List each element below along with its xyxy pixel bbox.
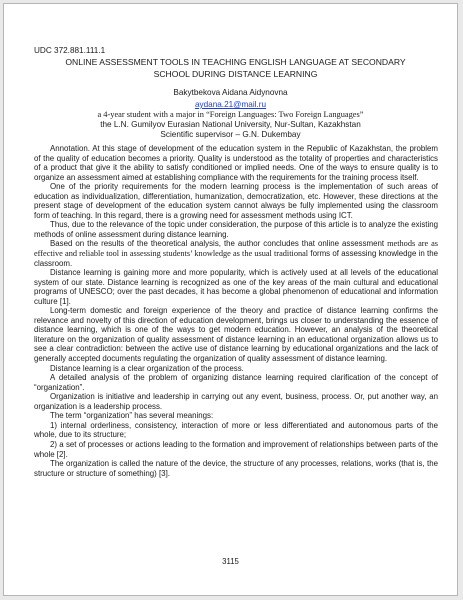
paragraph: Distance learning is gaining more and more popularity, which is actively used at all levels of the educational system of our state. Distance learning is recognized as one of the key areas of the main cultural and educational programs of UNESCO; over the past decades, it has become a global phenomenon of educational and information culture [1]. [34, 268, 438, 306]
list-item: 2) a set of processes or actions leading to the formation and improvement of relationships between parts of the whole [2]. [34, 439, 438, 459]
paragraph-annotation: Annotation. At this stage of development of the education system in the Republic of Kazakhstan, the problem of the quality of education becomes a priority. Quality is understood as the totality of properties and characteristics of a product that give it the ability to satisfy conditioned or implied needs. One of the ways to ensure quality is to organize an assessment aimed at establishing compliance with the requirements for the training process itself. [34, 144, 438, 182]
list-item: 1) internal orderliness, consistency, interaction of more or less differentiated and autonomous parts of the whole, due to its structure; [34, 420, 438, 440]
paragraph: Distance learning is a clear organization of the process. [50, 363, 244, 373]
page-number: 3115 [222, 557, 239, 566]
paragraph: A detailed analysis of the problem of organizing distance learning required clarification of the concept of “organization”. [34, 373, 438, 392]
paragraph: Long-term domestic and foreign experience of the theory and practice of distance learning confirms the relevance and novelty of this direction of education development, brings us closer to understanding the essence of distance learning, which is one of the ways to get modern education. However, an analysis of the theoretical literature on the organization of quality assessment of distance learning in an educational organization allows us to see a clear contradiction: between the active use of distance learning by educational organizations and the lack of generally accepted documents regulating the organization of quality assessment of distance learning. [34, 306, 438, 364]
author-email-link[interactable]: aydana.21@mail.ru [194, 100, 267, 109]
article-body [34, 144, 438, 478]
paragraph: The term “organization” has several meanings: [50, 411, 214, 421]
udc-code: UDC 372.881.111.1 [34, 46, 106, 55]
document-page [3, 3, 458, 596]
title-line-1: ONLINE ASSESSMENT TOOLS IN TEACHING ENGLISH LANGUAGE AT SECONDARY [65, 57, 406, 67]
paragraph-text: methods are as effective and reliable tool in assessing students’ knowledge as the usual traditional [34, 239, 438, 259]
author-name: Bakytbekova Aidana Aidynovna [173, 88, 288, 97]
paragraph: One of the priority requirements for the modern learning process is the implementation of such areas of education as individualization, differentiation, humanization, democratization, etc. However, these directions at the present stage of development of the education system cannot always be fully implemented using the classroom form of teaching. In this regard, there is a growing need for assessment methods using ICT. [34, 182, 438, 220]
affiliation-line-1: a 4-year student with a major in “Foreign Languages: Two Foreign Languages” [97, 110, 364, 119]
author-affiliation [4, 110, 457, 140]
paragraph [34, 239, 438, 268]
affiliation-line-3: Scientific supervisor – G.N. Dukembay [160, 130, 301, 139]
title-line-2: SCHOOL DURING DISTANCE LEARNING [153, 69, 318, 79]
paragraph: The organization is called the nature of the device, the structure of any processes, relations, works (that is, the structure or structure of something) [3]. [34, 459, 438, 478]
affiliation-line-2: the L.N. Gumilyov Eurasian National University, Nur-Sultan, Kazakhstan [100, 120, 361, 129]
paragraph: Thus, due to the relevance of the topic under consideration, the purpose of this article is to analyze the existing methods of online assessment during distance learning. [34, 220, 438, 239]
paper-title [30, 56, 441, 80]
paragraph-text: Based on the results of the theoretical analysis, the author concludes that online assessment [50, 239, 388, 249]
paragraph: Organization is initiative and leadership in carrying out any event, business, process. Or, put another way, an organization is a leadership process. [34, 392, 438, 411]
paragraph-text: forms of assessing knowledge in the classroom. [34, 249, 438, 268]
